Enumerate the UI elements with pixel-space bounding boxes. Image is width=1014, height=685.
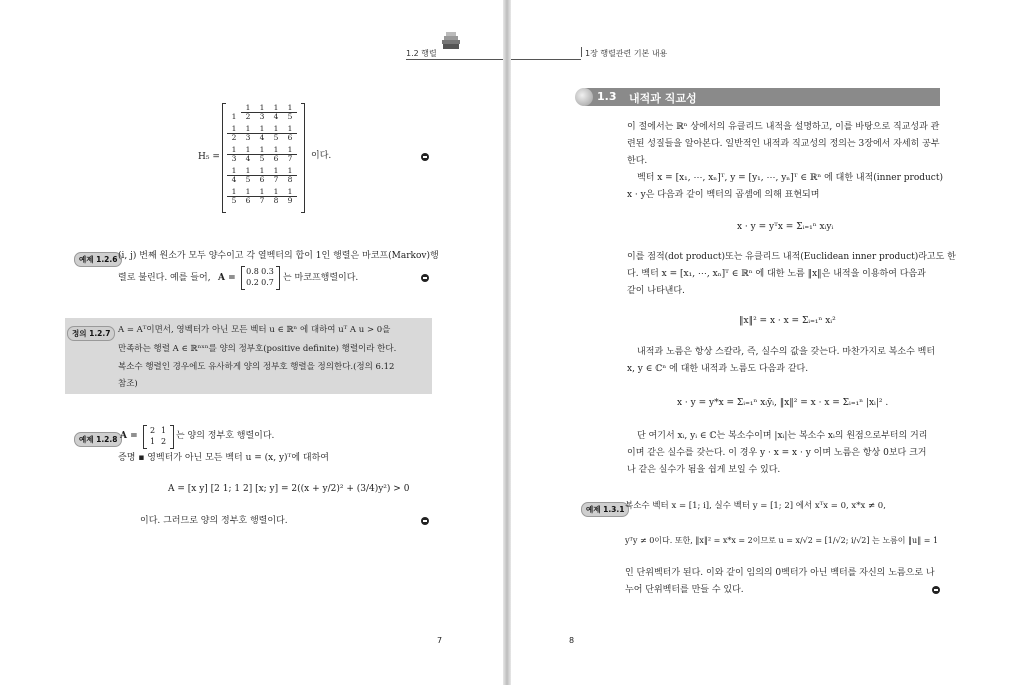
matrix-cell: 1 [160,426,167,435]
matrix-row [245,277,277,288]
matrix-cell: 2 [160,437,167,446]
inner-product-line1: 벡터 x = [x₁, ⋯, xₙ]ᵀ, y = [y₁, ⋯, yₙ]ᵀ ∈ ℝⁿ 에 대한 내적(inner product) [637,173,943,183]
modulus-line1: 단 여기서 xᵢ, yᵢ ∈ ℂ는 복소수이며 |xᵢ|는 복소수 xᵢ의 원점으로부터의 거리 [637,431,928,441]
matrix-cell: $\frac{1}{6}$ [241,188,255,205]
dot-product-line1: 이를 점적(dot product)또는 유클리드 내적(Euclidean inner product)라고도 한 [627,252,956,262]
matrix-row [227,125,301,146]
matrix-row [227,188,301,209]
right-page [511,0,1014,685]
section-circle-icon [575,88,593,106]
left-page-number: 7 [437,636,443,645]
section-title: 내적과 직교성 [629,92,697,105]
h5-matrix [227,104,301,209]
norm-equation: ‖x‖² = x · x = Σᵢ₌₁ⁿ xᵢ² [739,316,836,326]
proof-line: 증명 ▪ 영벡터가 아닌 모든 벡터 u = (x, y)ᵀ에 대하여 [118,453,329,463]
left-running-header: 1.2 행렬 [406,49,437,58]
matrix-cell: $\frac{1}{3}$ [227,146,241,163]
matrix-cell: $\frac{1}{3}$ [241,125,255,142]
matrix-cell: $\frac{1}{2}$ [241,104,255,121]
matrix-cell: $\frac{1}{5}$ [283,104,297,121]
matrix-cell: 0.3 [261,267,274,276]
inner-product-equation: x · y = yᵀx = Σᵢ₌₁ⁿ xᵢyᵢ [737,222,834,232]
intro-line1: 이 절에서는 ℝⁿ 상에서의 유클리드 내적을 설명하고, 이를 바탕으로 직교성과 관 [627,122,940,132]
example-1-2-8-label: 예제 1.2.8 [74,432,122,447]
end-mark-icon [932,586,940,594]
matrix-row [147,425,171,436]
pd-matrix-name: A = [120,431,138,441]
proof-conclusion: 이다. 그러므로 양의 정부호 행렬이다. [140,516,288,526]
end-mark-icon [421,517,429,525]
matrix-cell: $\frac{1}{6}$ [283,125,297,142]
matrix-row [227,167,301,188]
example-1-3-1-label: 예제 1.3.1 [581,502,629,517]
end-mark-icon [421,153,429,161]
example-1-2-6-label: 예제 1.2.6 [74,252,122,267]
definition-line2: 만족하는 행렬 A ∈ ℝⁿˣⁿ를 양의 정부호(positive definite) 행렬이라 한다. [118,344,397,354]
matrix-cell: $\frac{1}{6}$ [255,167,269,184]
inner-product-line2: x · y은 다음과 같이 벡터의 곱셈에 의해 표현되며 [627,190,820,200]
h5-tail: 이다. [311,151,332,161]
matrix-cell: 2 [149,426,156,435]
right-page-number: 8 [569,636,575,645]
matrix-cell: $\frac{1}{2}$ [227,125,241,142]
matrix-cell: $\frac{1}{5}$ [255,146,269,163]
left-header-rule [406,59,503,60]
matrix-cell: $\frac{1}{5}$ [269,125,283,142]
definition-line1: A = Aᵀ이면서, 영벡터가 아닌 모든 벡터 u ∈ ℝⁿ 에 대하여 uᵀ A u > 0을 [118,325,391,335]
dot-product-line3: 같이 나타낸다. [627,286,685,296]
definition-line3: 복소수 행렬인 경우에도 유사하게 양의 정부호 행렬을 정의한다.(정의 6.12 [118,362,395,372]
matrix-cell: 1 [231,112,237,121]
pd-matrix [147,425,171,447]
intro-line2: 련된 성질들을 알아본다. 일반적인 내적과 직교성의 정의는 3장에서 자세히 공부 [627,139,940,149]
matrix-cell: $\frac{1}{4}$ [227,167,241,184]
example-1-3-1-line2: yᵀy ≠ 0이다. 또한, ‖x‖² = x*x = 2이므로 u = x/√2 = [1/√2; i/√2] 는 노름이 ‖u‖ = 1 [625,536,939,545]
definition-line4: 참조) [118,379,138,389]
example-1-2-8-line1: 는 양의 정부호 행렬이다. [176,431,275,441]
h5-label: H₅ = [198,152,220,162]
intro-line3: 한다. [627,156,648,166]
complex-line2: x, y ∈ ℂⁿ 에 대한 내적과 노름도 다음과 같다. [627,364,809,374]
example-1-2-6-line1: (i, j) 번째 원소가 모두 양수이고 각 열벡터의 합이 1인 행렬은 마코프(Markov)행 [118,251,439,261]
matrix-row [245,266,277,277]
matrix-cell: 0.2 [246,278,259,287]
matrix-cell: $\frac{1}{5}$ [241,167,255,184]
matrix-row [147,436,171,447]
matrix-cell: $\frac{1}{5}$ [227,188,241,205]
matrix-cell: $\frac{1}{8}$ [269,188,283,205]
modulus-line2: 이며 같은 실수를 갖는다. 이 경우 y · x = x · y 이며 노름은 항상 0보다 크거 [627,448,927,458]
complex-equation: x · y = y*x = Σᵢ₌₁ⁿ xᵢȳᵢ, ‖x‖² = x · x = Σᵢ₌₁ⁿ |xᵢ|² . [677,398,889,408]
example-1-3-1-line4: 누어 단위벡터를 만들 수 있다. [625,585,744,595]
matrix-cell: $\frac{1}{8}$ [283,167,297,184]
matrix-cell: $\frac{1}{9}$ [283,188,297,205]
right-header-rule [511,59,581,60]
matrix-cell: 0.7 [261,278,274,287]
book-stack-icon [440,32,462,50]
matrix-row [227,104,301,125]
matrix-cell: $\frac{1}{4}$ [269,104,283,121]
dot-product-line2: 다. 벡터 x = [x₁, ⋯, xₙ]ᵀ ∈ ℝⁿ 에 대한 노름 ‖x‖은 내적을 이용하여 다음과 [627,269,926,279]
definition-1-2-7-label: 정의 1.2.7 [67,326,115,341]
proof-equation: A = [x y] [2 1; 1 2] [x; y] = 2((x + y/2)² + (3/4)y²) > 0 [168,484,410,494]
example-1-3-1-line3: 인 단위벡터가 된다. 이와 같이 임의의 0벡터가 아닌 벡터를 자신의 노름으로 나 [625,568,935,578]
h5-bracket-right [301,103,305,213]
h5-bracket-left [222,103,226,213]
matrix-cell: $\frac{1}{7}$ [269,167,283,184]
left-page [0,0,503,685]
matrix-cell: 1 [149,437,156,446]
matrix-cell: $\frac{1}{7}$ [283,146,297,163]
markov-matrix [245,266,277,288]
right-header-tick [581,47,582,57]
matrix-cell: $\frac{1}{3}$ [255,104,269,121]
matrix-cell: $\frac{1}{6}$ [269,146,283,163]
book-gutter [503,0,511,685]
modulus-line3: 나 같은 실수가 됨을 쉽게 보일 수 있다. [627,465,781,475]
example-1-2-6-tail: 는 마코프행렬이다. [283,273,359,283]
markov-matrix-name: A = [218,273,236,283]
example-1-3-1-line1: 복소수 벡터 x = [1; i], 실수 벡터 y = [1; 2] 에서 xᵀx = 0, x*x ≠ 0, [625,501,886,511]
example-1-2-6-line2: 렬로 불린다. 예를 들어, [118,273,211,283]
matrix-cell: $\frac{1}{7}$ [255,188,269,205]
section-number: 1.3 [597,90,617,103]
complex-line1: 내적과 노름은 항상 스칼라, 즉, 실수의 값을 갖는다. 마찬가지로 복소수 벡터 [637,347,936,357]
matrix-cell: 0.8 [246,267,259,276]
matrix-row [227,146,301,167]
matrix-cell: $\frac{1}{4}$ [255,125,269,142]
right-running-header: 1장 행렬관련 기본 내용 [585,49,668,58]
matrix-cell: $\frac{1}{4}$ [241,146,255,163]
end-mark-icon [421,274,429,282]
